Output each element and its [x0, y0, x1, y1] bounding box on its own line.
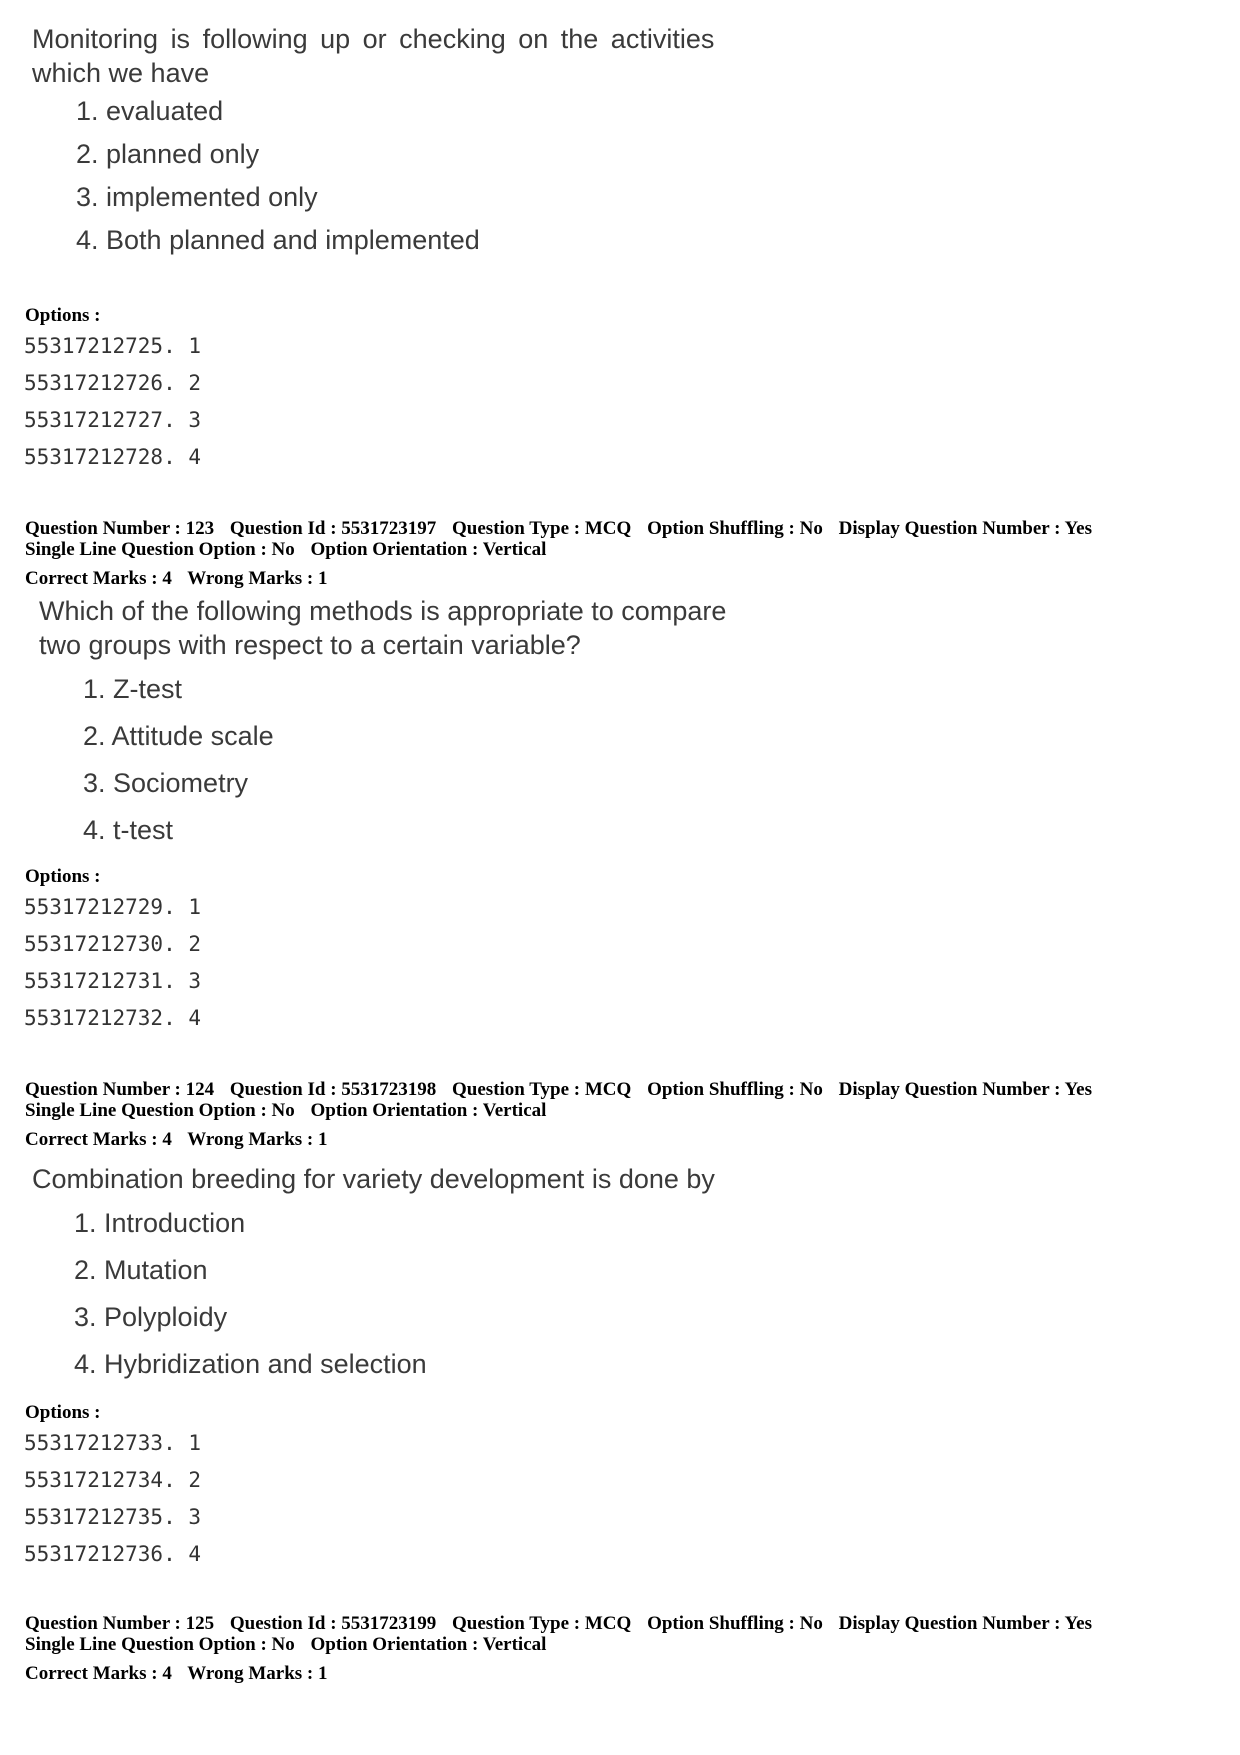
option-item: 55317212728. 4 [24, 445, 202, 469]
choice-item: 4. Both planned and implemented [76, 225, 480, 255]
correct-marks: Correct Marks : 4 [25, 1663, 172, 1684]
choice-item: 3. Sociometry [83, 768, 249, 798]
options-label: Options : [25, 1402, 101, 1423]
option-orientation: Option Orientation : Vertical [310, 1100, 547, 1121]
option-item: 55317212732. 4 [24, 1006, 202, 1030]
display-question-number: Display Question Number : Yes [838, 1079, 1092, 1100]
option-item: 55317212726. 2 [24, 371, 202, 395]
single-line-option: Single Line Question Option : No [25, 1634, 295, 1655]
correct-marks: Correct Marks : 4 [25, 1129, 172, 1150]
question-number: Question Number : 125 [25, 1613, 215, 1634]
choice-item: 1. evaluated [76, 96, 224, 126]
question-stem-line: Monitoring is following up or checking on the activities [32, 24, 715, 54]
choice-item: 4. Hybridization and selection [74, 1349, 427, 1379]
question-stem [32, 22, 714, 90]
question-stem-line: two groups with respect to a certain variable? [39, 630, 581, 660]
meta-line [25, 539, 1103, 560]
question-type: Question Type : MCQ [452, 518, 632, 539]
question-meta [25, 518, 1103, 589]
question-stem-line: which we have [32, 58, 210, 88]
question-meta [25, 1613, 1103, 1684]
question-type: Question Type : MCQ [452, 1079, 632, 1100]
meta-line [25, 568, 1103, 589]
choice-item: 3. Polyploidy [74, 1302, 228, 1332]
question-number: Question Number : 124 [25, 1079, 215, 1100]
option-item: 55317212733. 1 [24, 1431, 202, 1455]
options-label: Options : [25, 866, 101, 887]
correct-marks: Correct Marks : 4 [25, 568, 172, 589]
question-id: Question Id : 5531723199 [229, 1613, 437, 1634]
meta-line [25, 1613, 1103, 1634]
choice-item: 2. Mutation [74, 1255, 208, 1285]
question-stem [39, 594, 726, 662]
option-orientation: Option Orientation : Vertical [310, 1634, 547, 1655]
choice-item: 2. planned only [76, 139, 260, 169]
choice-item: 4. t-test [83, 815, 174, 845]
display-question-number: Display Question Number : Yes [838, 1613, 1092, 1634]
meta-line [25, 1663, 1103, 1684]
option-item: 55317212727. 3 [24, 408, 202, 432]
option-orientation: Option Orientation : Vertical [310, 539, 547, 560]
option-shuffling: Option Shuffling : No [647, 1613, 823, 1634]
choice-item: 3. implemented only [76, 182, 318, 212]
meta-line [25, 518, 1103, 539]
meta-line [25, 1100, 1103, 1121]
option-item: 55317212725. 1 [24, 334, 202, 358]
meta-line [25, 1634, 1103, 1655]
option-item: 55317212729. 1 [24, 895, 202, 919]
option-item: 55317212735. 3 [24, 1505, 202, 1529]
choice-item: 1. Z-test [83, 674, 183, 704]
question-image [32, 1162, 715, 1379]
wrong-marks: Wrong Marks : 1 [187, 1663, 328, 1684]
meta-line [25, 1079, 1103, 1100]
question-image [39, 594, 727, 845]
question-image [32, 22, 715, 255]
single-line-option: Single Line Question Option : No [25, 539, 295, 560]
meta-line [25, 1129, 1103, 1150]
wrong-marks: Wrong Marks : 1 [187, 1129, 328, 1150]
option-item: 55317212730. 2 [24, 932, 202, 956]
question-stem-line: Combination breeding for variety development is done by [32, 1164, 715, 1194]
question-meta [25, 1079, 1103, 1150]
option-shuffling: Option Shuffling : No [647, 518, 823, 539]
question-number: Question Number : 123 [25, 518, 215, 539]
wrong-marks: Wrong Marks : 1 [187, 568, 328, 589]
choice-item: 2. Attitude scale [83, 721, 274, 751]
option-item: 55317212734. 2 [24, 1468, 202, 1492]
option-shuffling: Option Shuffling : No [647, 1079, 823, 1100]
question-id: Question Id : 5531723198 [229, 1079, 437, 1100]
option-item: 55317212731. 3 [24, 969, 202, 993]
question-stem [32, 1162, 715, 1196]
question-id: Question Id : 5531723197 [229, 518, 437, 539]
display-question-number: Display Question Number : Yes [838, 518, 1092, 539]
choice-item: 1. Introduction [74, 1208, 246, 1238]
options-label: Options : [25, 305, 101, 326]
option-item: 55317212736. 4 [24, 1542, 202, 1566]
single-line-option: Single Line Question Option : No [25, 1100, 295, 1121]
question-stem-line: Which of the following methods is appropriate to compare [39, 596, 727, 626]
question-type: Question Type : MCQ [452, 1613, 632, 1634]
